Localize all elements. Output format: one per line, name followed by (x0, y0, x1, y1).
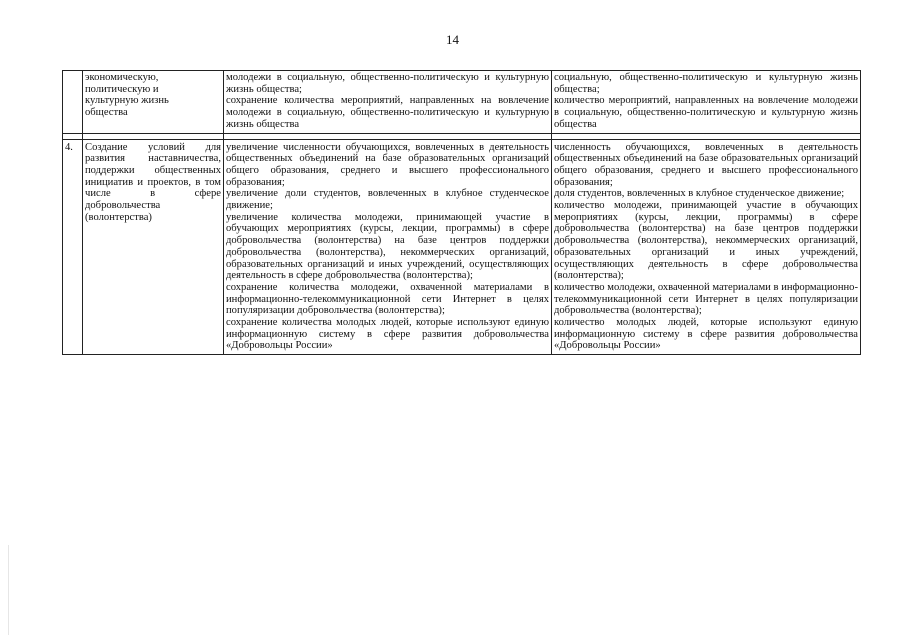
results-text: увеличение численности обучающихся, вовлеченных в деятельность общественных объединений на базе образовательных организаций общего образования, среднего и высшего профессионального образования; увеличение доли студентов, вовлеченных в клубное студенческое движение; увеличение количества молодежи, принимающей участие в обучающих мероприятиях (курсы, лекции, программы) в сфере добровольчества (волонтерства) на базе центров поддержки добровольчества (волонтерства), некоммерческих организаций, образовательных организаций и иных учреждений, осуществляющих деятельность в сфере добровольчества (волонтерства); сохранение количества молодежи, охваченной материалами в информационно-телекоммуникационной сети Интернет в целях популяризации добровольчества (волонтерства); сохранение количества молодых людей, которые используют единую информационную систему в сфере развития добровольчества «Добровольцы России» (226, 141, 549, 352)
indicators-text: численность обучающихся, вовлеченных в деятельность общественных объединений на базе образовательных организаций общего образования, среднего и высшего профессионального образования; доля студентов, вовлеченных в клубное студенческое движение; количество молодежи, принимающей участие в обучающих мероприятиях (курсы, лекции, программы) в сфере добровольчества (волонтерства) на базе центров поддержки добровольчества (волонтерства), некоммерческих организаций, образовательных организаций и иных учреждений, осуществляющих деятельность в сфере добровольчества (волонтерства); количество молодежи, охваченной материалами в информационно-телекоммуникационной сети Интернет в целях популяризации добровольчества (волонтерства); количество молодых людей, которые используют единую информационную систему в сфере развития добровольчества «Добровольцы России» (554, 141, 858, 352)
scan-margin-line (8, 545, 9, 635)
indicators-cell (552, 71, 861, 134)
row-number-cell (63, 139, 83, 355)
task-cell (83, 71, 224, 134)
table-row (63, 71, 861, 134)
table-row (63, 139, 861, 355)
indicators-cell (552, 139, 861, 355)
results-text: молодежи в социальную, общественно-политическую и культурную жизнь общества; сохранение количества мероприятий, направленных на вовлечение молодежи в социальную, общественно-политическую и культурную жизнь общества (226, 72, 549, 130)
program-table (62, 70, 861, 355)
task-cell (83, 139, 224, 355)
results-cell (224, 139, 552, 355)
indicators-text: социальную, общественно-политическую и культурную жизнь общества; количество мероприятий, направленных на вовлечение молодежи в социальную, общественно-политическую и культурную жизнь общества (554, 72, 858, 130)
task-text: экономическую, политическую и культурную жизнь общества (85, 72, 169, 119)
page-number: 14 (446, 32, 459, 47)
task-text: Создание условий для развития наставничества, поддержки общественных инициатив и проектов, в том числе в сфере добровольчества (волонтерства) (85, 141, 221, 223)
row-number: 4. (65, 141, 73, 153)
results-cell (224, 71, 552, 134)
row-number-cell (63, 71, 83, 134)
